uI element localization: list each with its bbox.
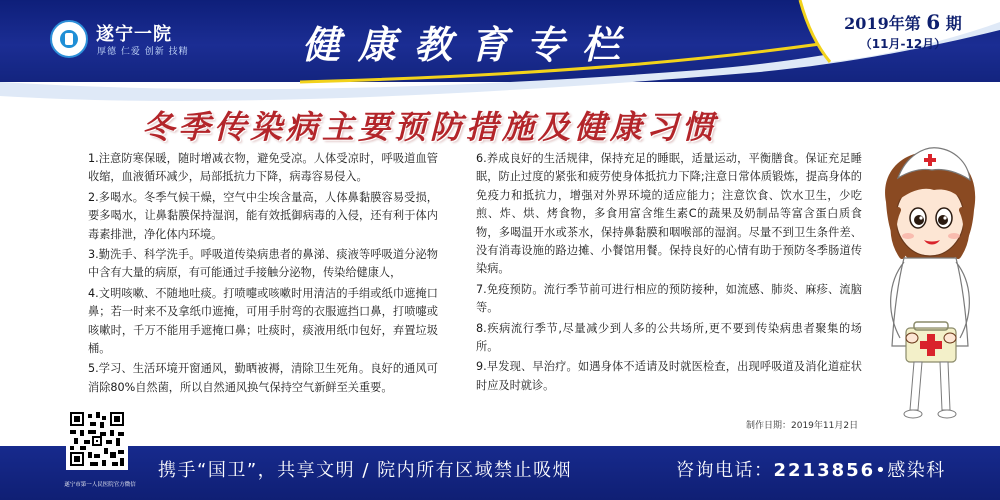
headline: 冬季传染病主要预防措施及健康习惯 [141, 108, 718, 146]
hospital-emblem-icon [50, 20, 88, 58]
footer-slogan: 携手“国卫”，共享文明 / 院内所有区域禁止吸烟 [158, 460, 573, 481]
issue-prefix: 2019年第 [844, 14, 921, 33]
tip-2: 2.多喝水。冬季气候干燥，空气中尘埃含量高，人体鼻黏膜容易受损，要多喝水，让鼻黏膜保持湿润，能有效抵御病毒的入侵，还有利于体内毒素排泄，净化体内环境。 [88, 190, 438, 241]
made-date: 制作日期：2019年11月2日 [746, 421, 859, 431]
issue-range: （11月-12月） [859, 37, 947, 51]
hotline-label: 咨询电话： [676, 460, 774, 481]
tip-4: 4.文明咳嗽、不随地吐痰。打喷嚏或咳嗽时用清洁的手绢或纸巾遮掩口鼻；若一时来不及拿纸巾遮掩，可用手肘弯的衣服遮挡口鼻，打喷嚏或咳嗽时，千万不能用手遮掩口鼻；吐痰时，痰液用纸巾包好，弃置垃圾桶。 [88, 286, 438, 356]
banner-title: 健康教育专栏 [301, 22, 638, 67]
tip-8: 8.疾病流行季节,尽量减少到人多的公共场所,更不要到传染病患者聚集的场所。 [476, 321, 862, 354]
qr-code-icon [68, 410, 126, 468]
issue-line [828, 12, 978, 34]
hotline-number: 2213856 [773, 460, 876, 481]
tip-6: 6.养成良好的生活规律，保持充足的睡眠，适量运动，平衡膳食。保证充足睡眠，防止过度的紧张和疲劳使身体抵抗力下降;注意日常体质锻炼，提高身体的免疫力和抵抗力，增强对外界环境的适应能力；注意饮食、饮水卫生，少吃煎、炸、烘、烤食物，多食用富含维生素C的蔬果及奶制品等富含蛋白质食物，多喝温开水或茶水，保持鼻黏膜和咽喉部的湿润。尽量不到卫生条件差、没有消毒设施的路边摊、小餐馆用餐。保持良好的心情有助于预防冬季肠道传染病。 [476, 152, 862, 276]
tip-3: 3.勤洗手、科学洗手。呼吸道传染病患者的鼻涕、痰液等呼吸道分泌物中含有大量的病原，有可能通过手接触分泌物，传染给健康人， [88, 248, 438, 280]
qr-caption: 遂宁市第一人民医院官方微信 [64, 482, 136, 488]
tips-left-column [88, 150, 438, 399]
tip-1: 1.注意防寒保暖，随时增减衣物，避免受凉。人体受凉时，呼吸道血管收缩，血液循环减少，局部抵抗力下降，病毒容易侵入。 [88, 152, 438, 184]
hospital-logo [50, 14, 230, 64]
qr-code [66, 408, 128, 470]
tip-9: 9.早发现、早治疗。如遇身体不适请及时就医检查，出现呼吸道及消化道症状时应及时就诊。 [476, 360, 862, 392]
hospital-motto: 厚德 仁爱 创新 技精 [97, 47, 189, 57]
nurse-illustration [858, 132, 998, 432]
hospital-name: 遂宁一院 [96, 24, 172, 45]
tip-5: 5.学习、生活环境开窗通风，勤晒被褥，清除卫生死角。良好的通风可消除80%自然菌，所以自然通风换气保持空气新鲜至关重要。 [88, 362, 438, 394]
tips-right-column [476, 150, 862, 397]
hotline-dept: •感染科 [875, 460, 946, 481]
tip-7: 7.免疫预防。流行季节前可进行相应的预防接种，如流感、肺炎、麻疹、流脑等。 [476, 282, 862, 315]
issue-info [828, 12, 978, 52]
issue-suffix: 期 [945, 14, 962, 33]
issue-number: 6 [926, 10, 941, 34]
consult-hotline [676, 456, 946, 482]
